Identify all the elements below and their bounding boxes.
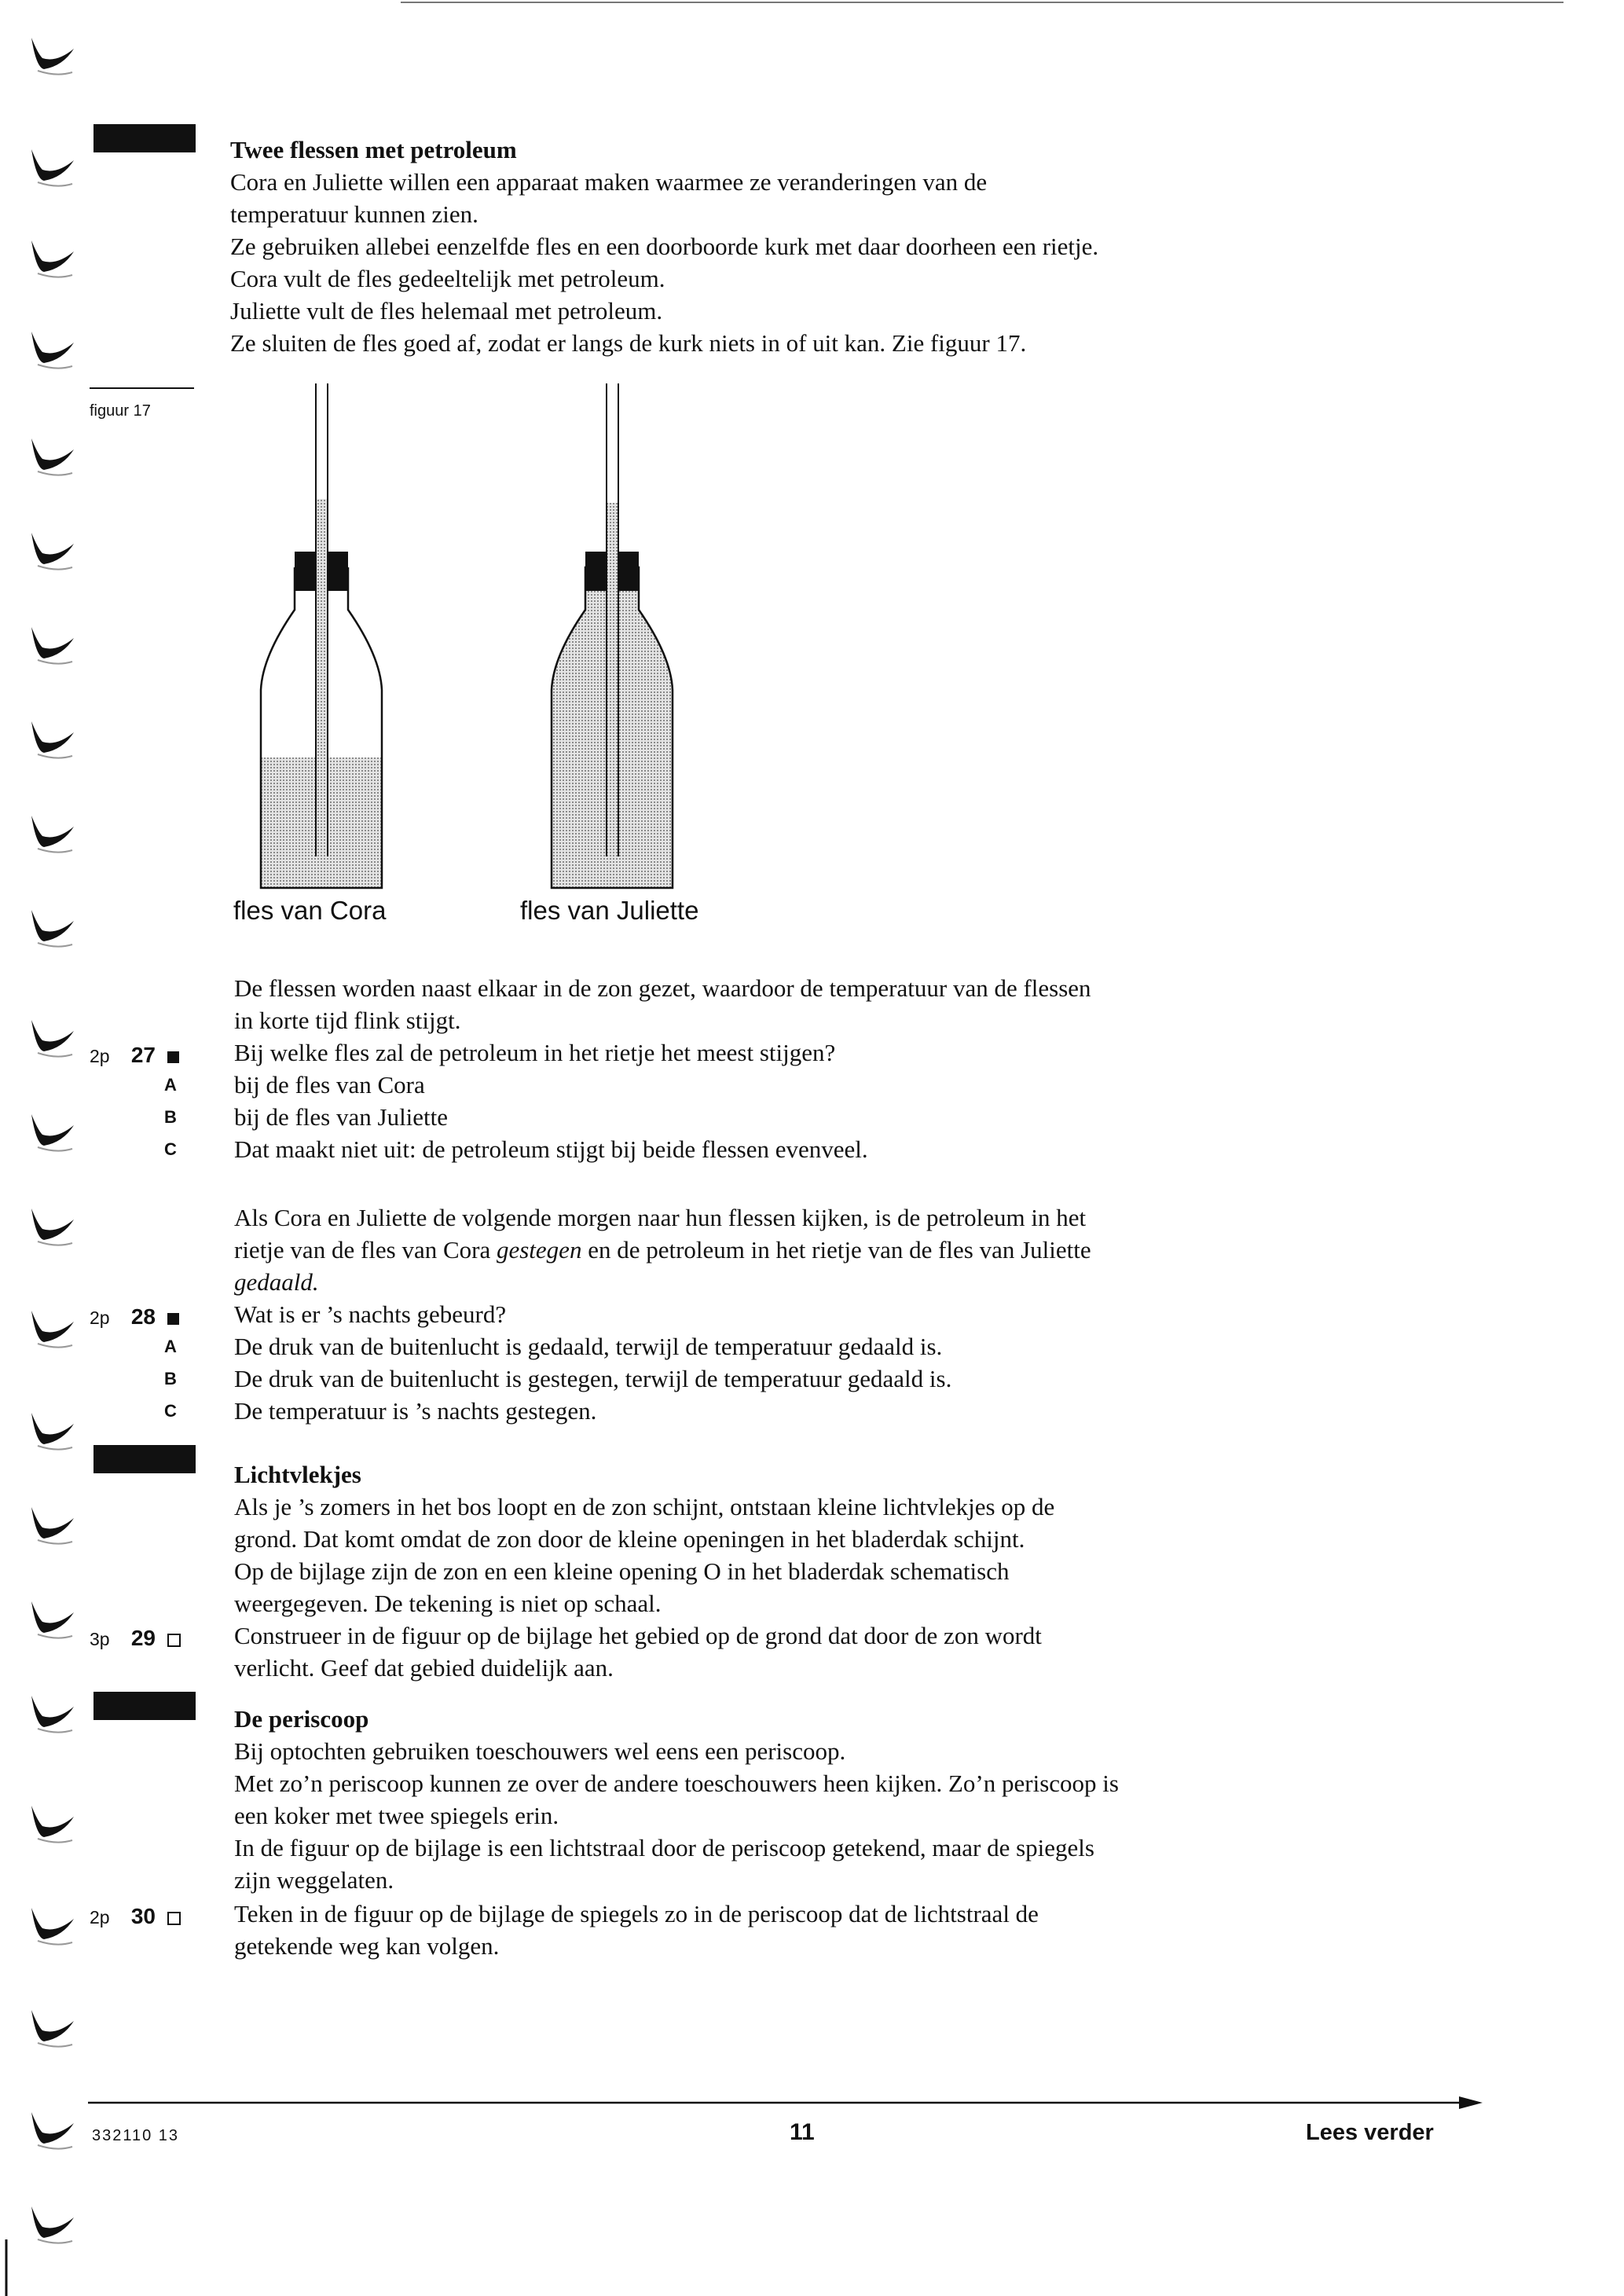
text-line: getekende weg kan volgen. <box>234 1932 500 1960</box>
text-line: gedaald. <box>234 1268 319 1296</box>
option-text: De druk van de buitenlucht is gedaald, terwijl de temperatuur gedaald is. <box>234 1333 943 1360</box>
section-periscoop <box>234 1703 1119 1896</box>
option-letter: A <box>164 1337 177 1356</box>
option-letter: A <box>164 1075 177 1095</box>
exam-code: 332110 13 <box>92 2127 180 2144</box>
binding-mark <box>31 1020 74 1057</box>
text-line: In de figuur op de bijlage is een lichtstraal door de periscoop getekend, maar de spiegels <box>234 1834 1094 1861</box>
option-text: bij de fles van Cora <box>234 1071 425 1098</box>
binding-mark <box>31 332 74 369</box>
option-letter: C <box>164 1139 177 1159</box>
caption-juliette: fles van Juliette <box>520 896 699 925</box>
binding-mark <box>31 1311 74 1348</box>
option-letter: B <box>164 1107 177 1127</box>
text-line: zijn weggelaten. <box>234 1866 394 1894</box>
section-marker <box>93 1445 196 1473</box>
option-text: De druk van de buitenlucht is gestegen, terwijl de temperatuur gedaald is. <box>234 1365 952 1392</box>
question-27-number: 2p 27 <box>90 1043 179 1068</box>
binding-mark <box>31 1908 74 1945</box>
binding-mark <box>31 1413 74 1450</box>
text-line: Construeer in de figuur op de bijlage het gebied op de grond dat door de zon wordt <box>234 1622 1042 1649</box>
caption-cora: fles van Cora <box>233 896 387 925</box>
question-29-number: 3p 29 <box>90 1626 181 1651</box>
lees-verder-label: Lees verder <box>1306 2120 1434 2145</box>
multiple-choice-marker <box>167 1051 179 1063</box>
section-title: De periscoop <box>234 1705 369 1733</box>
text-line: Cora vult de fles gedeeltelijk met petroleum. <box>230 265 665 292</box>
text-line: Teken in de figuur op de bijlage de spiegels zo in de periscoop dat de lichtstraal de <box>234 1900 1039 1927</box>
section-petroleum <box>230 134 1098 359</box>
section-title: Twee flessen met petroleum <box>230 136 517 163</box>
text-line: Als je ’s zomers in het bos loopt en de zon schijnt, ontstaan kleine lichtvlekjes op de <box>234 1493 1055 1520</box>
text-line: Op de bijlage zijn de zon en een kleine opening O in het bladerdak schematisch <box>234 1557 1010 1585</box>
text-line: Als Cora en Juliette de volgende morgen naar hun flessen kijken, is de petroleum in het <box>234 1204 1087 1231</box>
binding-mark <box>31 2112 74 2149</box>
binding-mark <box>31 2010 74 2047</box>
question-28-text: Wat is er ’s nachts gebeurd? <box>234 1300 507 1328</box>
section-marker <box>93 124 196 152</box>
binding-mark <box>31 38 74 75</box>
text-line: een koker met twee spiegels erin. <box>234 1802 559 1829</box>
binding-mark <box>31 1601 74 1638</box>
option-text: Dat maakt niet uit: de petroleum stijgt bij beide flessen evenveel. <box>234 1135 868 1163</box>
bottle-cora <box>261 383 382 888</box>
question-29-text <box>234 1619 1042 1684</box>
figure-label-rule <box>90 387 194 389</box>
arrow-right-icon <box>1459 2096 1483 2109</box>
figure-label: figuur 17 <box>90 402 151 420</box>
binding-mark <box>31 533 74 570</box>
text-line: Juliette vult de fles helemaal met petroleum. <box>230 297 663 325</box>
binding-mark <box>31 1806 74 1843</box>
option-text: bij de fles van Juliette <box>234 1103 449 1131</box>
binding-mark <box>31 1507 74 1544</box>
petroleum-in-straw-cora <box>316 499 328 856</box>
option-letter: B <box>164 1369 177 1388</box>
question-30-text <box>234 1898 1039 1962</box>
question-30-number: 2p 30 <box>90 1904 181 1929</box>
section-marker <box>93 1692 196 1720</box>
question-28-number: 2p 28 <box>90 1304 179 1330</box>
binding-mark <box>31 149 74 186</box>
binding-mark <box>31 910 74 947</box>
binding-mark <box>31 1696 74 1733</box>
binding-marks <box>0 0 86 2296</box>
question-27-text: Bij welke fles zal de petroleum in het rietje het meest stijgen? <box>234 1039 836 1066</box>
text-line: Bij optochten gebruiken toeschouwers wel eens een periscoop. <box>234 1737 846 1765</box>
footer-arrow-rule <box>88 2093 1487 2112</box>
text-line: temperatuur kunnen zien. <box>230 200 478 228</box>
binding-mark <box>31 816 74 853</box>
page-number: 11 <box>790 2119 815 2145</box>
intro-question-27 <box>234 972 1091 1036</box>
option-letter: C <box>164 1401 177 1421</box>
text-line: rietje van de fles van Cora gestegen en de petroleum in het rietje van de fles van Juliette <box>234 1236 1091 1264</box>
text-line: Ze gebruiken allebei eenzelfde fles en een doorboorde kurk met daar doorheen een rietje. <box>230 233 1099 260</box>
text-line: Met zo’n periscoop kunnen ze over de andere toeschouwers heen kijken. Zo’n periscoop is <box>234 1770 1119 1797</box>
binding-mark <box>31 2206 74 2243</box>
binding-mark <box>31 1209 74 1245</box>
multiple-choice-marker <box>167 1313 179 1325</box>
binding-mark <box>31 721 74 758</box>
binding-mark <box>31 627 74 664</box>
top-rule <box>401 2 1564 3</box>
option-text: De temperatuur is ’s nachts gestegen. <box>234 1397 597 1425</box>
intro-question-28 <box>234 1201 1091 1298</box>
figure-17-bottles <box>251 377 723 896</box>
open-question-marker <box>167 1634 181 1647</box>
text-line: Ze sluiten de fles goed af, zodat er langs de kurk niets in of uit kan. Zie figuur 17. <box>230 329 1027 357</box>
bottle-juliette <box>552 383 673 888</box>
text-line: in korte tijd flink stijgt. <box>234 1007 461 1034</box>
binding-mark <box>31 438 74 475</box>
binding-mark <box>31 1114 74 1151</box>
text-line: weergegeven. De tekening is niet op schaal. <box>234 1590 662 1617</box>
petroleum-in-straw-juliette <box>607 503 618 856</box>
binding-mark <box>31 240 74 277</box>
section-lichtvlekjes <box>234 1458 1054 1619</box>
open-question-marker <box>167 1912 181 1925</box>
text-line: Cora en Juliette willen een apparaat maken waarmee ze veranderingen van de <box>230 168 988 196</box>
text-line: verlicht. Geef dat gebied duidelijk aan. <box>234 1654 614 1682</box>
section-title: Lichtvlekjes <box>234 1461 361 1488</box>
text-line: De flessen worden naast elkaar in de zon gezet, waardoor de temperatuur van de flessen <box>234 974 1091 1002</box>
text-line: grond. Dat komt omdat de zon door de kleine openingen in het bladerdak schijnt. <box>234 1525 1025 1553</box>
